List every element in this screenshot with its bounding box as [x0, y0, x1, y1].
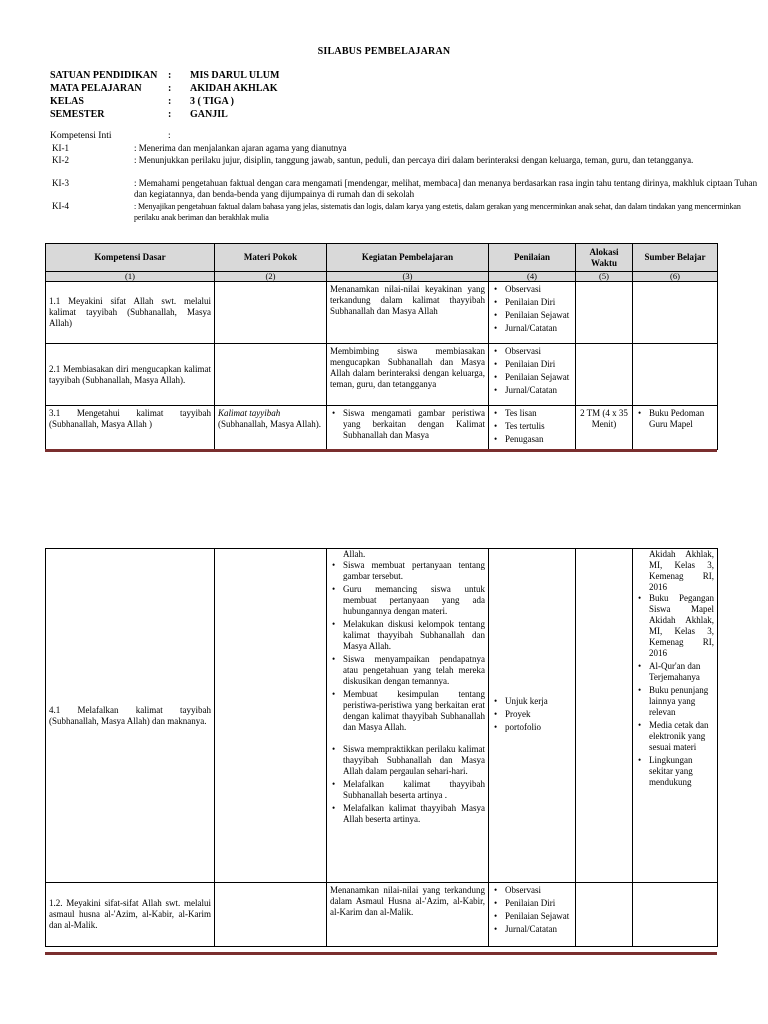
table-row [46, 282, 718, 344]
list-item: • Siswa mempraktikkan perilaku kalimat thayyibah Subhanallah dan Masya Allah dalam pergaulan sehari-hari. [330, 744, 485, 777]
sumber-cell [633, 344, 718, 406]
list-item: • Unjuk kerja [492, 696, 572, 707]
list-item: • Proyek [492, 709, 572, 720]
col-number: (3) [327, 272, 489, 282]
list-item: • Melakukan diskusi kelompok tentang kalimat thayyibah Subhanallah dan Masya Allah. [330, 619, 485, 652]
alokasi-cell: 2 TM (4 x 35 Menit) [576, 406, 633, 450]
info-value: 3 ( TIGA ) [190, 96, 234, 107]
info-key: MATA PELAJARAN [50, 83, 142, 94]
ki-heading-label: Kompetensi Inti [50, 131, 112, 141]
list-item: • Penilaian Sejawat [492, 911, 572, 922]
list-item: • Penilaian Diri [492, 297, 572, 308]
kegiatan-cell: Menanamkan nilai-nilai keyakinan yang terkandung dalam kalimat thayyibah Subhanallah dan Masya Allah [327, 282, 489, 344]
kd-cell: 2.1 Membiasakan diri mengucapkan kalimat tayyibah (Subhanallah, Masya Allah). [46, 344, 215, 406]
list-item: • Penilaian Sejawat [492, 372, 572, 383]
list-item: • Jurnal/Catatan [492, 385, 572, 396]
kegiatan-lead: Allah. [343, 549, 366, 559]
ki-text: : Menerima dan menjalankan ajaran agama yang dianutnya [134, 143, 347, 153]
alokasi-cell [576, 344, 633, 406]
header-materi-pokok: Materi Pokok [215, 244, 327, 272]
list-item: • Buku Pegangan Siswa Mapel Akidah Akhlak, MI, Kelas 3, Kemenag RI, 2016 [636, 593, 714, 659]
info-colon: : [168, 96, 172, 107]
alokasi-cell [576, 883, 633, 947]
list-item: • Jurnal/Catatan [492, 323, 572, 334]
table-row [46, 549, 718, 883]
column-number-row [46, 272, 718, 282]
list-item: • Melafalkan kalimat thayyibah Masya Allah beserta artinya. [330, 803, 485, 825]
alokasi-cell [576, 282, 633, 344]
materi-cell [215, 282, 327, 344]
ki-code: KI-3 [52, 178, 69, 188]
list-item: • Guru memancing siswa untuk membuat pertanyaan yang ada hubungannya dengan materi. [330, 584, 485, 617]
info-key: SATUAN PENDIDIKAN [50, 70, 158, 81]
header-penilaian: Penilaian [489, 244, 576, 272]
list-item: • Al-Qur'an dan Terjemahanya [636, 661, 714, 683]
ki-heading-colon: : [168, 131, 171, 141]
sumber-cell [633, 549, 718, 883]
list-item: • Penilaian Sejawat [492, 310, 572, 321]
silabus-table-page1 [45, 243, 718, 450]
list-item: • Lingkungan sekitar yang mendukung [636, 755, 714, 788]
col-number: (5) [576, 272, 633, 282]
list-item: • Tes tertulis [492, 421, 572, 432]
list-item: • Siswa menyampaikan pendapatnya atau pengetahuan yang telah mereka diskusikan dengan temannya. [330, 654, 485, 687]
materi-cell [215, 883, 327, 947]
table-header-row [46, 244, 718, 272]
list-item: • Observasi [492, 885, 572, 896]
kegiatan-cell [327, 549, 489, 883]
penilaian-cell [489, 406, 576, 450]
list-item: • Membuat kesimpulan tentang peristiwa-peristiwa yang berkaitan erat dengan kalimat thayyibah Subhanallah dan Masya Allah. [330, 689, 485, 733]
kd-cell: 4.1 Melafalkan kalimat tayyibah (Subhanallah, Masya Allah) dan maknanya. [46, 549, 215, 883]
ki-code: KI-1 [52, 143, 69, 153]
info-value: AKIDAH AKHLAK [190, 83, 278, 94]
materi-italic: Kalimat tayyibah [218, 408, 281, 418]
info-key: KELAS [50, 96, 84, 107]
materi-cell [215, 344, 327, 406]
kd-cell: 1.1 Meyakini sifat Allah swt. melalui kalimat tayyibah (Subhanallah, Masya Allah) [46, 282, 215, 344]
page-separator [45, 952, 717, 955]
alokasi-cell [576, 549, 633, 883]
list-item: • Media cetak dan elektronik yang sesuai materi [636, 720, 714, 753]
document-title: SILABUS PEMBELAJARAN [317, 46, 451, 57]
sumber-cell [633, 406, 718, 450]
col-number: (6) [633, 272, 718, 282]
penilaian-cell [489, 549, 576, 883]
col-number: (2) [215, 272, 327, 282]
ki-code: KI-4 [52, 201, 69, 211]
header-kompetensi-dasar: Kompetensi Dasar [46, 244, 215, 272]
list-item: • Penilaian Diri [492, 898, 572, 909]
header-alokasi: Alokasi Waktu [576, 244, 633, 272]
list-item: • Buku penunjang lainnya yang relevan [636, 685, 714, 718]
info-value: MIS DARUL ULUM [190, 70, 280, 81]
info-key: SEMESTER [50, 109, 105, 120]
list-item: • Siswa mengamati gambar peristiwa yang berkaitan dengan Kalimat Subhanallah dan Masya [330, 408, 485, 441]
info-colon: : [168, 83, 172, 94]
kegiatan-cell: Membimbing siswa membiasakan mengucapkan Subhanallah dan Masya Allah dalam berinteraksi dengan keluarga, teman, guru, dan tetangganya [327, 344, 489, 406]
info-colon: : [168, 70, 172, 81]
list-item: • Observasi [492, 346, 572, 357]
penilaian-cell [489, 883, 576, 947]
header-sumber: Sumber Belajar [633, 244, 718, 272]
ki-text: : Menunjukkan perilaku jujur, disiplin, tanggung jawab, santun, peduli, dan percaya diri dalam berinteraksi dengan keluarga, teman, guru, dan tetangganya. [134, 155, 694, 165]
list-item: • Tes lisan [492, 408, 572, 419]
materi-cell [215, 549, 327, 883]
kd-cell: 1.2. Meyakini sifat-sifat Allah swt. melalui asmaul husna al-'Azim, al-Kabir, al-Karim dan al-Malik. [46, 883, 215, 947]
ki-text: : Memahami pengetahuan faktual dengan cara mengamati [mendengar, melihat, membaca] dan menanya berdasarkan rasa ingin tahu tentang dirinya, makhluk ciptaan Tuhan dan kegiatannya, dan benda-benda yang dijumpainya di rumah dan di sekolah [134, 178, 758, 200]
kegiatan-cell [327, 406, 489, 450]
silabus-table-page2 [45, 548, 718, 947]
ki-code: KI-2 [52, 155, 69, 165]
header-kegiatan: Kegiatan Pembelajaran [327, 244, 489, 272]
ki-heading [50, 131, 171, 141]
info-value: GANJIL [190, 109, 228, 120]
list-item: • Melafalkan kalimat thayyibah Subhanallah beserta artinya . [330, 779, 485, 801]
page-separator [45, 449, 717, 452]
kegiatan-cell: Menanamkan nilai-nilai yang terkandung dalam Asmaul Husna al-'Azim, al-Kabir, al-Karim dan al-Malik. [327, 883, 489, 947]
table-row [46, 406, 718, 450]
list-item: • Buku Pedoman Guru Mapel [636, 408, 714, 430]
ki-text: : Menyajikan pengetahuan faktual dalam bahasa yang jelas, sistematis dan logis, dalam karya yang estetis, dalam gerakan yang mencerminkan anak sehat, dan dalam tindakan yang mencerminkan perilaku anak beriman dan berakhlak mulia [134, 202, 741, 223]
materi-rest: (Subhanallah, Masya Allah). [218, 419, 321, 429]
table-row [46, 344, 718, 406]
list-item: • Observasi [492, 284, 572, 295]
table-row [46, 883, 718, 947]
sumber-cell [633, 883, 718, 947]
info-colon: : [168, 109, 172, 120]
list-item: • Siswa membuat pertanyaan tentang gambar tersebut. [330, 560, 485, 582]
list-item: • Penugasan [492, 434, 572, 445]
list-item: • Jurnal/Catatan [492, 924, 572, 935]
col-number: (4) [489, 272, 576, 282]
materi-cell [215, 406, 327, 450]
penilaian-cell [489, 282, 576, 344]
list-item: • Penilaian Diri [492, 359, 572, 370]
col-number: (1) [46, 272, 215, 282]
kd-cell: 3.1 Mengetahui kalimat tayyibah (Subhanallah, Masya Allah ) [46, 406, 215, 450]
sumber-cell [633, 282, 718, 344]
list-item: • portofolio [492, 722, 572, 733]
sumber-lead: Akidah Akhlak, MI, Kelas 3, Kemenag RI, 2016 [649, 549, 714, 592]
penilaian-cell [489, 344, 576, 406]
